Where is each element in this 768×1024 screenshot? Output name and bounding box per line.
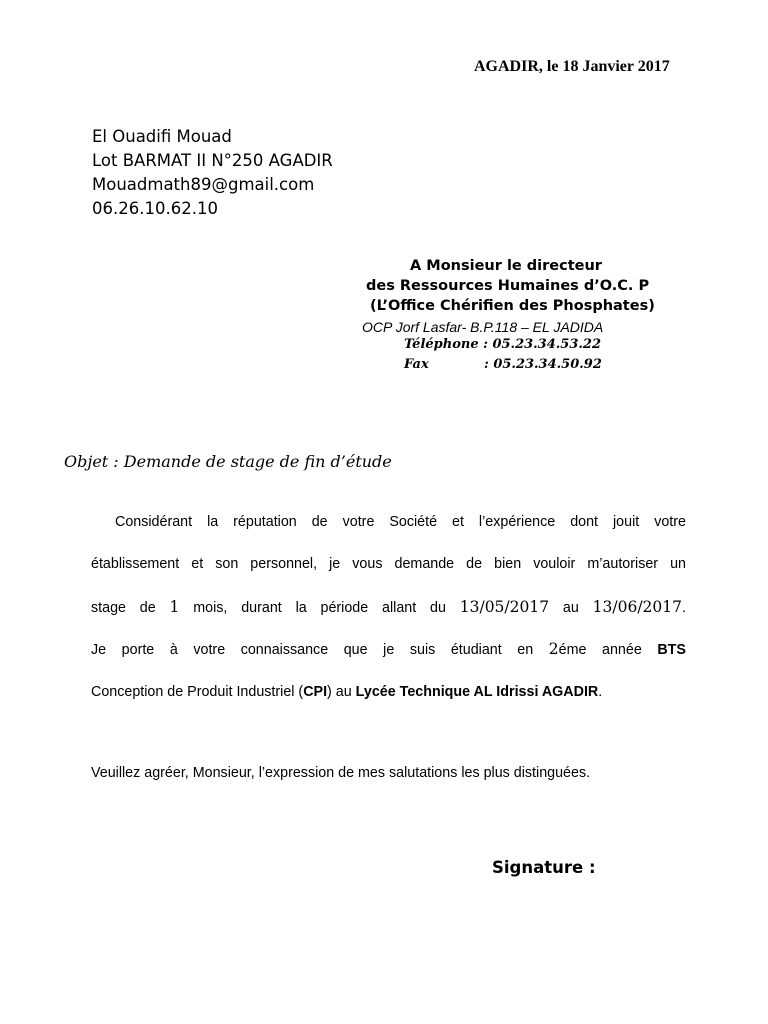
- recipient-department: des Ressources Humaines d’O.C. P: [366, 278, 650, 294]
- signature-label: Signature :: [492, 858, 596, 877]
- end-date: 13/06/2017: [592, 598, 682, 616]
- closing-salutation: Veuillez agréer, Monsieur, l’expression de mes salutations les plus distinguées.: [91, 765, 591, 781]
- sender-block: [92, 125, 333, 221]
- recipient-address: OCP Jorf Lasfar- B.P.118 – EL JADIDA: [362, 319, 604, 335]
- recipient-fax: [404, 357, 602, 372]
- body-line-3: stage de 1 mois, durant la période allant du 13/05/2017 au 13/06/2017.: [91, 598, 686, 616]
- sender-phone: 06.26.10.62.10: [92, 199, 218, 218]
- body-line-2: établissement et son personnel, je vous demande de bien vouloir m’autoriser un: [91, 556, 686, 572]
- recipient-title: A Monsieur le directeur: [410, 258, 602, 274]
- fax-value: : 05.23.34.50.92: [484, 357, 602, 372]
- letter-subject: Objet : Demande de stage de fin d’étude: [64, 452, 392, 471]
- start-date: 13/05/2017: [459, 598, 550, 616]
- stage-duration: 1: [169, 598, 180, 616]
- sender-address: Lot BARMAT II N°250 AGADIR: [92, 151, 333, 170]
- letter-date: AGADIR, le 18 Janvier 2017: [474, 58, 670, 75]
- body-line-1: Considérant la réputation de votre Société et l’expérience dont jouit votre: [115, 514, 686, 530]
- school-name: Lycée Technique AL Idrissi AGADIR: [355, 684, 599, 700]
- body-line-5: Conception de Produit Industriel (CPI) au Lycée Technique AL Idrissi AGADIR.: [91, 684, 603, 700]
- body-line-4: Je porte à votre connaissance que je suis étudiant en 2éme année BTS: [91, 640, 686, 658]
- recipient-telephone: Téléphone : 05.23.34.53.22: [404, 337, 602, 352]
- study-year: 2: [548, 640, 559, 658]
- recipient-company: (L’Office Chérifien des Phosphates): [370, 298, 655, 314]
- sender-name: El Ouadifi Mouad: [92, 127, 232, 146]
- fax-label: Fax: [404, 357, 429, 372]
- sender-email: Mouadmath89@gmail.com: [92, 175, 315, 194]
- degree: BTS: [657, 642, 686, 658]
